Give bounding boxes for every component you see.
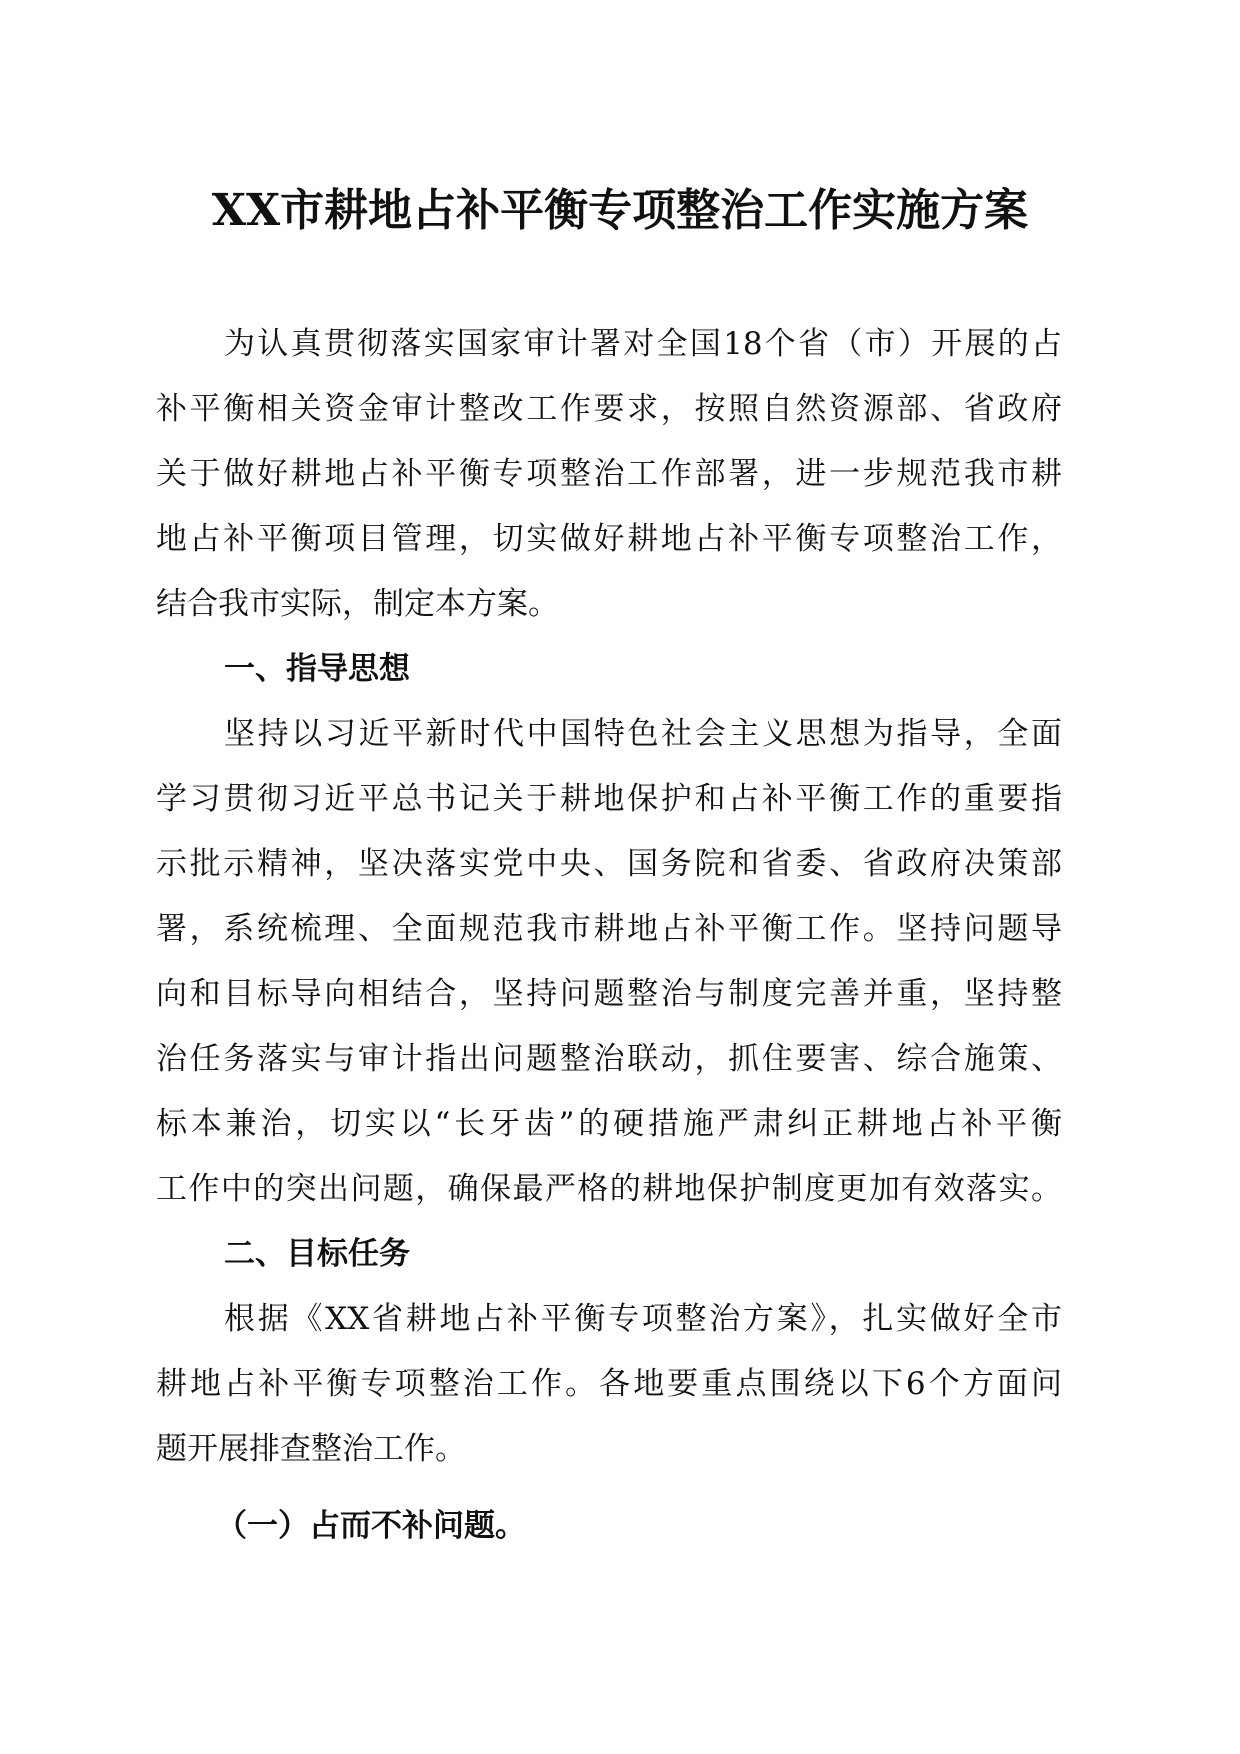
paragraph-line: 关于做好耕地占补平衡专项整治工作部署，进一步规范我市耕 [156,456,1062,492]
document-title: XX市耕地占补平衡专项整治工作实施方案 [211,185,1029,236]
paragraph-line: 署，系统梳理、全面规范我市耕地占补平衡工作。坚持问题导 [156,911,1062,947]
paragraph-line: 补平衡相关资金审计整改工作要求，按照自然资源部、省政府 [156,391,1062,427]
paragraph-line: 工作中的突出问题，确保最严格的耕地保护制度更加有效落实。 [156,1171,1062,1207]
paragraph-line: 结合我市实际，制定本方案。 [156,586,559,622]
paragraph-line: 为认真贯彻落实国家审计署对全国18个省（市）开展的占 [224,326,1062,362]
paragraph-line: 学习贯彻习近平总书记关于耕地保护和占补平衡工作的重要指 [156,781,1062,817]
guiding-ideology-paragraph [156,702,1062,1222]
document-body [156,312,1062,1559]
section-heading-guiding-ideology: 一、指导思想 [224,651,410,687]
section-heading-goals-tasks: 二、目标任务 [224,1236,410,1272]
paragraph-line: 治任务落实与审计指出问题整治联动，抓住要害、综合施策、 [156,1041,1062,1077]
goals-tasks-paragraph [156,1287,1062,1482]
paragraph-line: 耕地占补平衡专项整治工作。各地要重点围绕以下6个方面问 [156,1366,1062,1402]
paragraph-line: 题开展排查整治工作。 [156,1431,466,1467]
paragraph-line: 坚持以习近平新时代中国特色社会主义思想为指导，全面 [224,716,1062,752]
paragraph-line: 地占补平衡项目管理，切实做好耕地占补平衡专项整治工作， [156,521,1062,557]
paragraph-line: 标本兼治，切实以“长牙齿”的硬措施严肃纠正耕地占补平衡 [156,1106,1062,1142]
paragraph-line: 根据《XX省耕地占补平衡专项整治方案》，扎实做好全市 [224,1301,1062,1337]
paragraph-line: 向和目标导向相结合，坚持问题整治与制度完善并重，坚持整 [156,976,1062,1012]
subsection-heading: （一）占而不补问题。 [216,1508,526,1544]
paragraph-line: 示批示精神，坚决落实党中央、国务院和省委、省政府决策部 [156,846,1062,882]
intro-paragraph [156,312,1062,637]
